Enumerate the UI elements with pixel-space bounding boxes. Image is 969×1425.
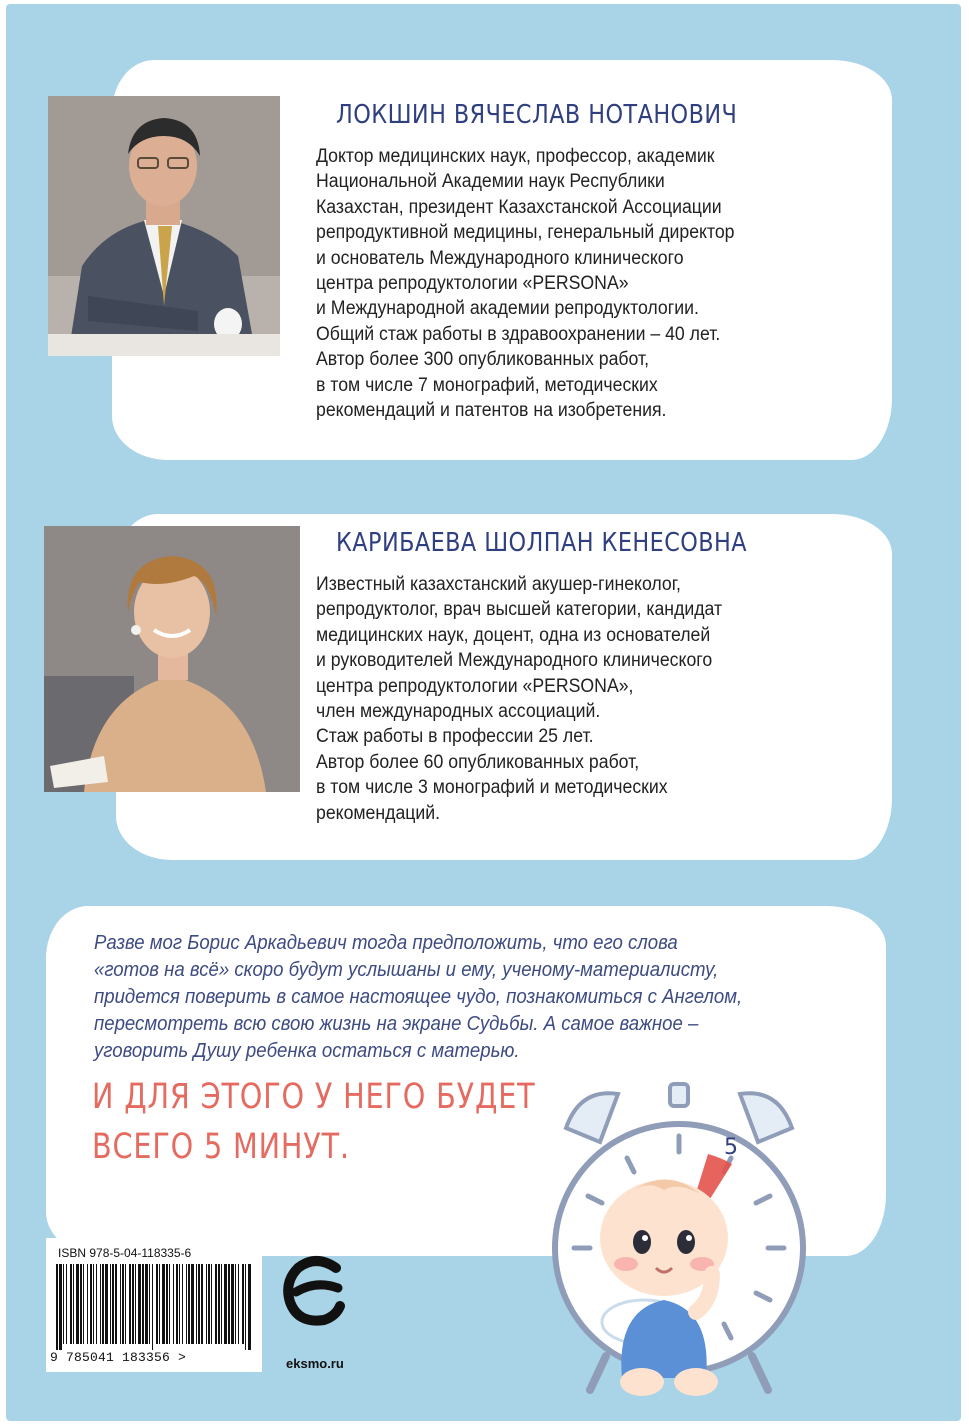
author-bio-1 [316, 144, 766, 423]
barcode-bar [145, 1264, 148, 1344]
barcode-bar [73, 1264, 74, 1344]
barcode-bar [248, 1264, 251, 1350]
barcode-bar [231, 1264, 234, 1344]
bio-line: центра репродуктологии «PERSONA» [316, 273, 629, 295]
publisher-url: eksmo.ru [286, 1356, 344, 1371]
barcode-bar [93, 1264, 94, 1344]
author-name-1: ЛОКШИН ВЯЧЕСЛАВ НОТАНОВИЧ [336, 100, 738, 130]
bio-line: Общий стаж работы в здравоохранении – 40 лет. [316, 323, 721, 345]
quote-line: пересмотреть всю свою жизнь на экране Судьбы. А самое важное – [94, 1013, 699, 1035]
bio-line: Автор более 300 опубликованных работ, [316, 349, 649, 371]
clock-number: 5 [724, 1135, 738, 1160]
barcode-bar [176, 1264, 178, 1344]
barcode-bar [90, 1264, 92, 1344]
barcode-bar [228, 1264, 230, 1344]
bio-line: рекомендаций. [316, 802, 441, 824]
quote-line: уговорить Душу ребенка остаться с матерью. [94, 1040, 520, 1062]
barcode-bar [112, 1264, 114, 1344]
barcode-bar [238, 1264, 239, 1344]
barcode-bar [201, 1264, 203, 1344]
barcode-bar [87, 1264, 88, 1344]
barcode-bar [59, 1264, 62, 1350]
barcode-bar [182, 1264, 183, 1344]
quote-line: придется поверить в самое настоящее чудо, познакомиться с Ангелом, [94, 986, 743, 1008]
barcode-bar [191, 1264, 194, 1344]
barcode-bar [96, 1264, 97, 1344]
bio-line: и Международной академии репродуктологии. [316, 298, 699, 320]
barcode-bar [149, 1264, 150, 1344]
quote-line: Разве мог Борис Аркадьевич тогда предположить, что его слова [94, 932, 678, 954]
author-photo-lokshin [48, 96, 280, 356]
bio-line: в том числе 7 монографий, методических [316, 374, 658, 396]
bio-line: Доктор медицинских наук, профессор, академик [316, 146, 715, 167]
bio-line: Известный казахстанский акушер-гинеколог, [316, 574, 681, 595]
barcode-bar [56, 1264, 58, 1350]
barcode-bar [173, 1264, 174, 1344]
barcode-bar [122, 1264, 124, 1344]
barcode-bar [224, 1264, 227, 1344]
alarm-clock-baby-illustration [546, 1078, 812, 1418]
barcode-bar [120, 1264, 121, 1344]
barcode-bar [142, 1264, 144, 1344]
barcode-bar [105, 1264, 108, 1344]
barcode-bar [235, 1264, 236, 1344]
barcode-bar [186, 1264, 187, 1344]
bio-line: Стаж работы в профессии 25 лет. [316, 726, 594, 748]
barcode-bar [100, 1264, 101, 1344]
barcode-bar [196, 1264, 197, 1344]
barcode-bar [245, 1264, 246, 1350]
blurb-quote [94, 930, 791, 1065]
barcode-digits: 9 785041 183356 > [50, 1350, 187, 1365]
barcode-bar [211, 1264, 212, 1344]
bio-line: медицинских наук, доцент, одна из основателей [316, 624, 711, 646]
barcode-bar [63, 1264, 64, 1344]
barcode-bar [102, 1264, 104, 1344]
quote-line: «готов на всё» скоро будут услышаны и ему, ученому-материалисту, [94, 959, 719, 981]
barcode-bar [162, 1264, 165, 1344]
barcode-bar [115, 1264, 117, 1344]
barcode-bar [159, 1264, 160, 1344]
barcode-bar [138, 1264, 141, 1344]
headline-line: ВСЕГО 5 МИНУТ. [92, 1127, 350, 1167]
bio-line: член международных ассоциаций. [316, 701, 601, 723]
barcode-bar [66, 1264, 67, 1344]
barcode-bar [110, 1264, 111, 1344]
bio-line: Автор более 60 опубликованных работ, [316, 751, 640, 773]
bio-line: и руководителей Международного клинического [316, 650, 713, 672]
barcode-bar [208, 1264, 210, 1344]
bio-line: и основатель Международного клинического [316, 247, 684, 269]
barcode-bar [135, 1264, 136, 1344]
author-name-2: КАРИБАЕВА ШОЛПАН КЕНЕСОВНА [336, 528, 748, 558]
barcode-bar [206, 1264, 207, 1344]
barcode-bar [152, 1264, 153, 1350]
bio-line: рекомендаций и патентов на изобретения. [316, 400, 667, 422]
bio-line: репродуктивной медицины, генеральный директор [316, 222, 735, 244]
barcode-bar [221, 1264, 222, 1344]
barcode-bar [215, 1264, 217, 1344]
barcode-bar [198, 1264, 200, 1344]
bio-line: репродуктолог, врач высшей категории, кандидат [316, 599, 723, 621]
barcode-bar [188, 1264, 190, 1344]
barcode-bar [242, 1264, 244, 1344]
barcode-bar [218, 1264, 220, 1344]
barcode-bar [169, 1264, 170, 1344]
barcode-bar [80, 1264, 82, 1344]
barcode-block [46, 1238, 262, 1372]
eksmo-logo-icon [282, 1252, 346, 1334]
bio-line: Казахстан, президент Казахстанской Ассоциации [316, 196, 722, 218]
author-photo-karibaeva [44, 526, 300, 792]
isbn-text: ISBN 978-5-04-118335-6 [58, 1246, 192, 1260]
barcode-bar [156, 1264, 158, 1344]
barcode-bar [83, 1264, 84, 1344]
barcode-bar [70, 1264, 72, 1344]
bio-line: Национальной Академии наук Республики [316, 171, 665, 193]
headline-line: И ДЛЯ ЭТОГО У НЕГО БУДЕТ [92, 1077, 536, 1117]
barcode-bar [179, 1264, 180, 1344]
barcode-bar [129, 1264, 131, 1344]
barcode-bar [125, 1264, 126, 1344]
bio-line: в том числе 3 монографий и методических [316, 777, 668, 799]
barcode-bar [132, 1264, 134, 1344]
barcode-icon [56, 1264, 252, 1350]
barcode-bar [166, 1264, 168, 1344]
author-bio-2 [316, 572, 753, 826]
bio-line: центра репродуктологии «PERSONA», [316, 675, 634, 697]
barcode-bar [76, 1264, 79, 1344]
